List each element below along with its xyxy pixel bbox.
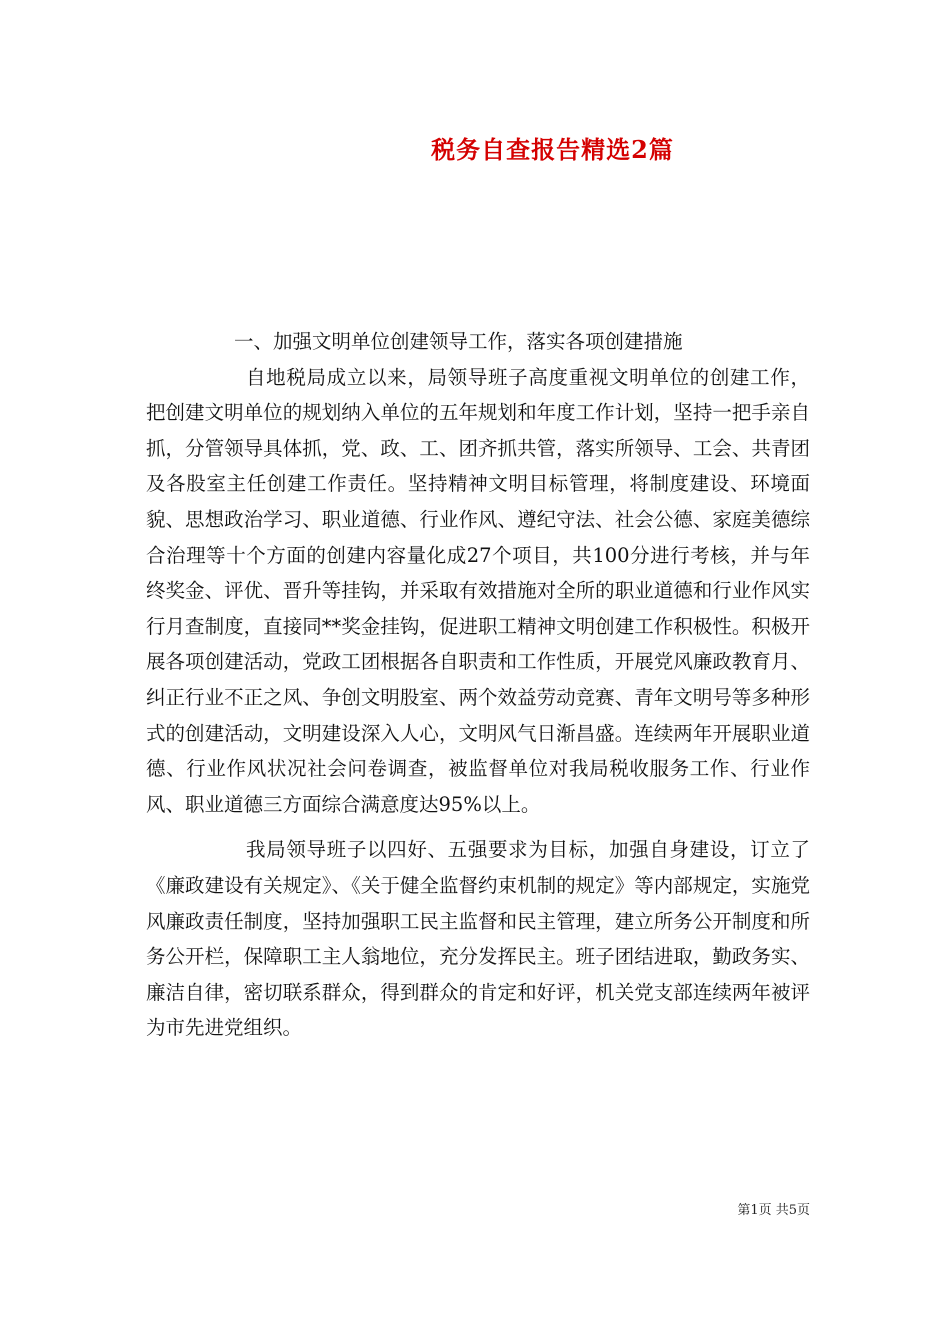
paragraph-1: 自地税局成立以来，局领导班子高度重视文明单位的创建工作，把创建文明单位的规划纳入单位的五年规划和年度工作计划，坚持一把手亲自抓，分管领导具体抓，党、政、工、团齐抓共管，落实所领导、工会、共青团及各股室主任创建工作责任。坚持精神文明目标管理，将制度建设、环境面貌、思想政治学习、职业道德、行业作风、遵纪守法、社会公德、家庭美德综合治理等十个方面的创建内容量化成27个项目，共100分进行考核，并与年终奖金、评优、晋升等挂钩，并采取有效措施对全所的职业道德和行业作风实行月查制度，直接同**奖金挂钩，促进职工精神文明创建工作积极性。积极开展各项创建活动，党政工团根据各自职责和工作性质，开展党风廉政教育月、纠正行业不正之风、争创文明股室、两个效益劳动竞赛、青年文明号等多种形式的创建活动，文明建设深入人心，文明风气日渐昌盛。连续两年开展职业道德、行业作风状况社会问卷调查，被监督单位对我局税收服务工作、行业作风、职业道德三方面综合满意度达95%以上。 bbox=[146, 365, 810, 816]
section-heading: 一、加强文明单位创建领导工作，落实各项创建措施 bbox=[234, 330, 683, 353]
document-body bbox=[146, 324, 810, 1046]
paragraph-2: 我局领导班子以四好、五强要求为目标，加强自身建设，订立了《廉政建设有关规定》、《关于健全监督约束机制的规定》等内部规定，实施党风廉政责任制度，坚持加强职工民主监督和民主管理，建立所务公开制度和所务公开栏，保障职工主人翁地位，充分发挥民主。班子团结进取，勤政务实、廉洁自律，密切联系群众，得到群众的肯定和好评，机关党支部连续两年被评为市先进党组织。 bbox=[146, 838, 810, 1040]
document-title: 税务自查报告精选2篇 bbox=[431, 135, 674, 164]
page-number-footer: 第1页 共5页 bbox=[737, 1203, 810, 1218]
